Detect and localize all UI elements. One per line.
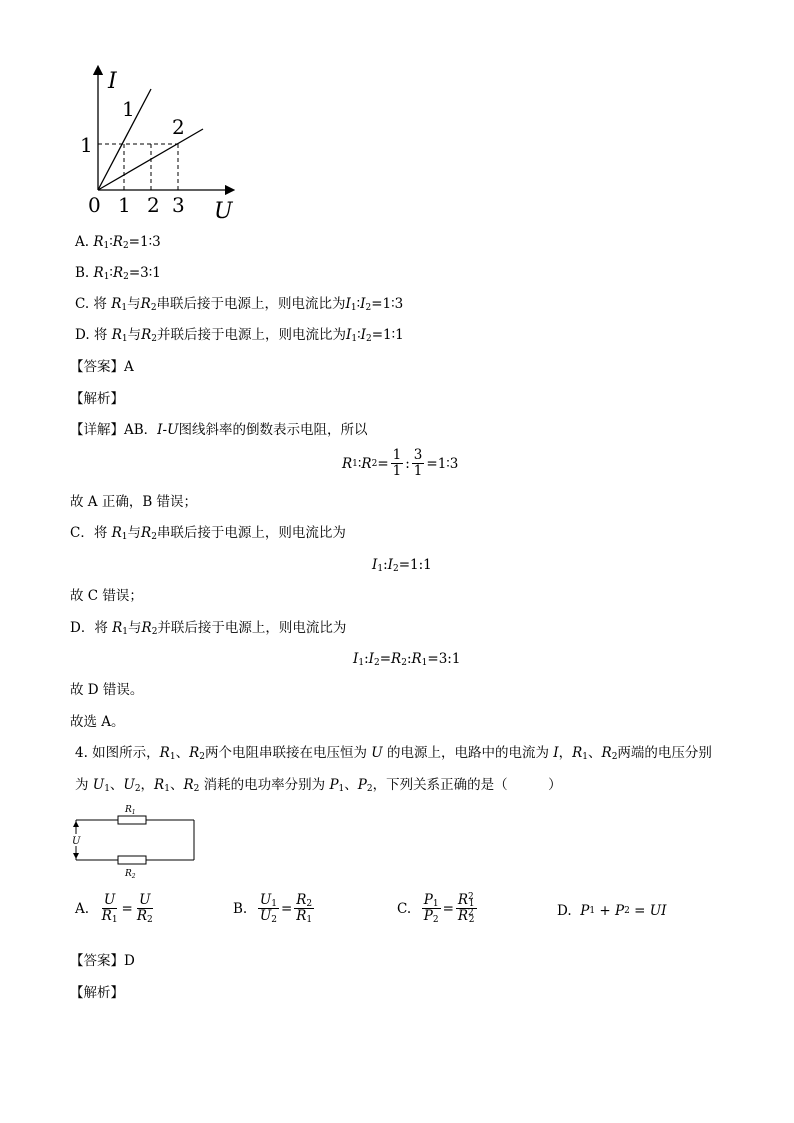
q3-c-formula: $I_1:I_2=1:1$ xyxy=(372,557,432,574)
iu-graph xyxy=(70,60,250,230)
xtick-3: 3 xyxy=(172,193,185,217)
circuit-label-u: U xyxy=(72,836,81,847)
option-c: C. 将 $R_1$与$R_2$串联后接于电源上，则电流比为$I_1∶I_2=1∶3$ xyxy=(75,296,404,313)
option-b: B. $R_1∶R_2=3∶1$ xyxy=(75,265,161,282)
q4-answer: 【答案】D xyxy=(70,953,135,969)
q3-final: 故选 A。 xyxy=(70,714,125,730)
q4-stem-line1: 4. 如图所示，$R_1$、$R_2$两个电阻串联接在电压恒为 U 的电源上，电路中的电流为 I，$R_1$、$R_2$两端的电压分别 xyxy=(75,745,712,762)
q4-option-c: C. $\frac{P_1}{P_2}$ = $\frac{R^2_1}{R^2_2}$ xyxy=(397,892,475,925)
ytick-1: 1 xyxy=(80,133,93,157)
q4-option-b: B. $\frac{U_1}{U_2}$ = $\frac{R_2}{R_1}$ xyxy=(233,892,313,925)
axis-label-u: U xyxy=(214,199,233,224)
formula-r-ratio: R 1 ∶ R 2 = $\frac{1}{1}$ : $\frac{3}{1}$ =1∶3 xyxy=(342,447,459,479)
option-d: D. 将 $R_1$与$R_2$并联后接于电源上，则电流比为$I_1∶I_2=1∶1$ xyxy=(75,327,404,344)
q3-ab-conclusion: 故 A 正确，B 错误； xyxy=(70,494,198,510)
q4-option-a: A. $\frac{U}{R_1}$ = $\frac{U}{R_2}$ xyxy=(75,892,153,925)
q3-d-intro: D．将 $R_1$与$R_2$并联后接于电源上，则电流比为 xyxy=(70,620,347,637)
line-label-2: 2 xyxy=(172,115,185,139)
q4-option-d: D. P 1 + P 2 = UI xyxy=(557,903,667,919)
resistor-r2 xyxy=(118,856,146,864)
q4-analysis-label: 【解析】 xyxy=(70,985,124,1001)
circuit-label-r2: $R_2$ xyxy=(125,869,136,880)
q4-stem-line2: 为 $U_1$、$U_2$，$R_1$、$R_2$ 消耗的电功率分别为 $P_1$、$P_2$，下列关系正确的是（ ） xyxy=(75,777,562,794)
xtick-2: 2 xyxy=(147,193,160,217)
q3-c-intro: C．将 $R_1$与$R_2$串联后接于电源上，则电流比为 xyxy=(70,525,346,542)
q3-d-formula: $I_1:I_2=R_2:R_1=3:1$ xyxy=(353,651,461,668)
q3-analysis-label: 【解析】 xyxy=(70,391,124,407)
q3-detail: 【详解】AB．I-U图线斜率的倒数表示电阻，所以 xyxy=(70,422,368,438)
q3-answer: 【答案】A xyxy=(70,359,134,375)
line-label-1: 1 xyxy=(122,97,135,121)
q3-d-conclusion: 故 D 错误。 xyxy=(70,682,144,698)
circuit-diagram xyxy=(68,800,203,880)
resistor-r1 xyxy=(118,816,146,824)
axis-label-i: I xyxy=(108,69,117,94)
xtick-1: 1 xyxy=(118,193,131,217)
option-a: A. $R_1∶R_2=1∶3$ xyxy=(75,234,161,251)
origin-label: 0 xyxy=(88,193,101,217)
circuit-label-r1: $R_1$ xyxy=(125,805,136,816)
q3-c-conclusion: 故 C 错误； xyxy=(70,588,143,604)
